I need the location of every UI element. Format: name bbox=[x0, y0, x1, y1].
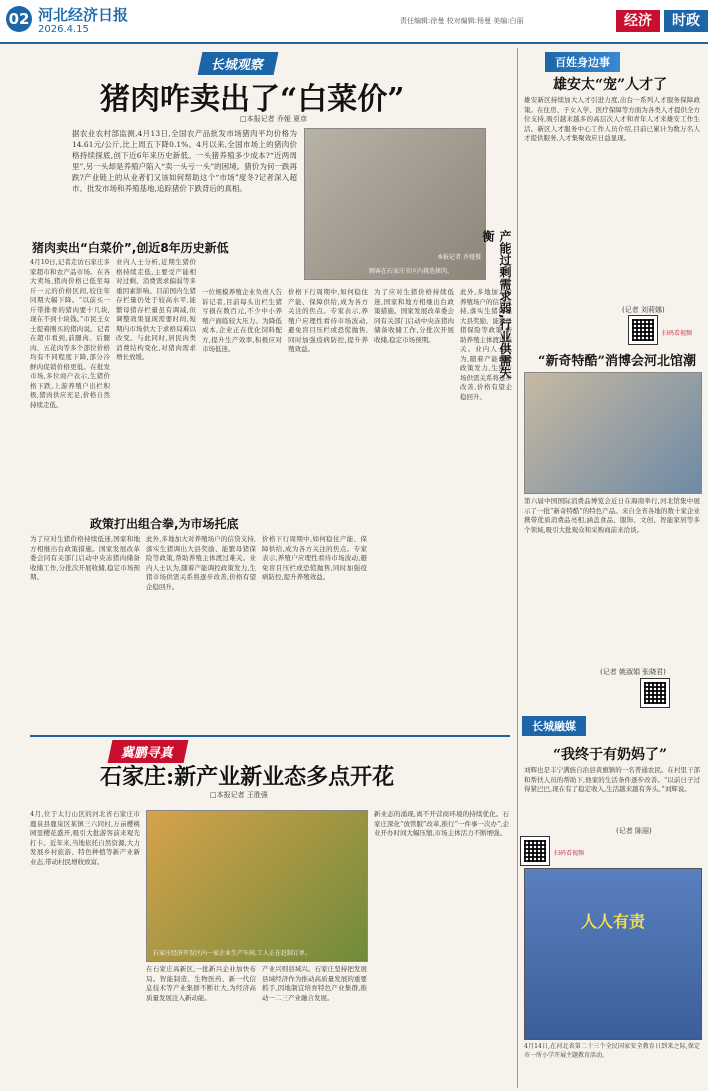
story2-photo-caption: 石家庄经济开发区内一家企业生产车间,工人正在赶制订单。 bbox=[153, 950, 311, 957]
qr-label-3: 扫码看视频 bbox=[554, 850, 585, 857]
right-author-1: (记者 刘莉娜) bbox=[622, 306, 665, 314]
right-text-3: 刘辉也是丰宁满族自治县黄旗镇的一名普通农民。在村里干部和帮扶人员的帮助下,他家的生活条件逐步改善。“以前日子过得紧巴巴,现在有了稳定收入,生活越来越有奔头。”刘辉说。 bbox=[524, 766, 700, 793]
right-photo-2 bbox=[524, 372, 702, 494]
right-photo-caption-3: 4月14日,在河北省第二十三个全民国家安全教育日到来之际,保定市一所小学开展主题教育活动。 bbox=[524, 1043, 700, 1059]
lead-col-5: 为了应对生猪价格持续低迷,国家和地方相继出台政策措施。国家发展改革委会同有关部门启动中央冻猪肉储备收储工作,分批次开展收储,稳定市场预期。 bbox=[374, 288, 454, 344]
lead-subhead-2: 政策打出组合拳,为市场托底 bbox=[90, 517, 239, 531]
story2-col-2: 在石家庄高新区,一批新兴企业加快布局。智能制造、生物医药、新一代信息技术等产业集群不断壮大,为经济高质量发展注入新动能。 bbox=[146, 965, 256, 1002]
right-text-1: 雄安新区持续加大人才引进力度,出台一系列人才服务保障政策。在住房、子女入学、医疗保障等方面为各类人才提供全方位支持,吸引越来越多的高层次人才和青年人才来雄安工作生活。新区人才服务中心工作人员介绍,目前已累计为数万名人才提供服务,人才集聚效应日益显现。 bbox=[524, 96, 700, 142]
lead-col-6: 此外,多地加大对养殖场户的信贷支持,落实生猪调出大县奖励、能繁母猪保险等政策,帮助养殖主体渡过难关。业内人士认为,随着产能调控政策发力,生猪市场供需关系将逐步改善,价格有望企稳回升。 bbox=[460, 288, 512, 401]
lead-col-7: 为了应对生猪价格持续低迷,国家和地方相继出台政策措施。国家发展改革委会同有关部门启动中央冻猪肉储备收储工作,分批次开展收储,稳定市场预期。 bbox=[30, 535, 140, 581]
page-header bbox=[0, 0, 708, 44]
right-column-divider bbox=[517, 48, 518, 1088]
editors-line: 责任编辑:徐曼 校对编辑:杨曼 美编:白丽 bbox=[400, 17, 524, 25]
lead-col-4: 价格下行周期中,如何稳住产能、保障供给,成为各方关注的焦点。专家表示,养殖户应理性看待市场波动,避免盲目压栏或恐慌抛售,同时加强疫病防控,提升养殖效益。 bbox=[288, 288, 368, 353]
story2-kicker: 冀鹏寻真 bbox=[108, 740, 189, 763]
qr-code-1[interactable] bbox=[628, 315, 658, 345]
lead-headline: 猪肉咋卖出了“白菜价” bbox=[100, 82, 405, 117]
lead-byline: □本报记者 乔娅 夏彦 bbox=[240, 115, 308, 123]
section-tab-economy[interactable]: 经济 bbox=[616, 10, 660, 32]
right-text-2: 第六届中国国际消费品博览会近日在海南举行,河北馆集中展示了一批“新奇特酷”的特色产品。来自全省各地的数十家企业携带优质消费品亮相,涵盖食品、服饰、文创、智能家居等多个领域,吸引大批观众和采购商前来洽谈。 bbox=[524, 497, 700, 534]
right-headline-2: “新奇特酷”消博会河北馆潮 bbox=[538, 354, 696, 369]
section-tab-politics[interactable]: 时政 bbox=[664, 10, 708, 32]
right-photo-3 bbox=[524, 868, 702, 1040]
lead-photo bbox=[304, 128, 486, 280]
lead-intro: 据农业农村部监测,4月13日,全国农产品批发市场猪肉平均价格为14.61元/公斤,比上周五下降0.1%。4月以来,全国市场上的猪肉价格持续探底,创下近6年来历史新低。一头猪养殖多少成本?“近两周里”,另一头却是养殖户陷入“卖一头亏一头”的困境。猪价为何一跌再跌?产业链上的从业者们又该如何帮助这个“市场”度冬?记者深入超市、批发市场和养殖基地,追踪猪价下跌背后的真相。 bbox=[72, 129, 297, 193]
paper-name: 河北经济日报 bbox=[38, 6, 129, 24]
right-banner: 百姓身边事 bbox=[545, 52, 620, 72]
section-divider bbox=[30, 735, 510, 737]
lead-col-3: 一位规模养殖企业负责人告诉记者,目前每头出栏生猪亏损在数百元,不少中小养殖户面临较大压力。为降低成本,企业正在优化饲料配方,提升生产效率,积极应对市场低迷。 bbox=[202, 288, 282, 353]
lead-subhead-1: 猪肉卖出“白菜价”,创近8年历史新低 bbox=[32, 241, 229, 255]
right-headline-3: “我终于有奶妈了” bbox=[553, 747, 668, 763]
photo-banner-text: 人人有责 bbox=[580, 912, 645, 931]
qr-code-3[interactable] bbox=[520, 836, 550, 866]
qr-label-1: 扫码看视频 bbox=[662, 330, 693, 337]
lead-col-8: 此外,多地加大对养殖场户的信贷支持,落实生猪调出大县奖励、能繁母猪保险等政策,帮助养殖主体渡过难关。业内人士认为,随着产能调控政策发力,生猪市场供需关系将逐步改善,价格有望企稳回升。 bbox=[146, 535, 256, 591]
lead-col-9: 价格下行周期中,如何稳住产能、保障供给,成为各方关注的焦点。专家表示,养殖户应理性看待市场波动,避免盲目压栏或恐慌抛售,同时加强疫病防控,提升养殖效益。 bbox=[262, 535, 367, 581]
page-number: 02 bbox=[6, 6, 32, 32]
lead-photo-credit: 本报记者 乔娅摄 bbox=[437, 254, 481, 261]
story2-byline: □本报记者 王胜强 bbox=[210, 791, 268, 799]
lead-col-2: 业内人士分析,近期生猪价格持续走低,主要受产能相对过剩、消费需求偏弱等多重因素影响。目前国内生猪存栏量仍处于较高水平,能繁母猪存栏量虽有调减,但调整效果显现需要时间,短期内市场供大于求格局难以改变。与此同时,居民肉类消费结构变化,对猪肉需求增长放缓。 bbox=[116, 258, 196, 361]
right-author-2: (记者 姚淑娟 张晓君) bbox=[600, 668, 666, 676]
lead-col-1: 4月10日,记者走访石家庄多家超市和农产品市场。在各大卖场,猪肉价格已低至每斤一元的价格区间,较往年同期大幅下降。“以前买一斤带排骨的猪肉要十几块,现在不到十块钱。”市民王女士提着刚买的猪肉说。记者在超市看到,前腿肉、后腿肉、五花肉等多个部位价格均有不同程度下降,部分冷鲜肉促销价格更低。在批发市场,多位商户表示,生猪价格下跌,上游养殖户出栏积极,猪肉供应充足,价格自然持续走低。 bbox=[30, 258, 110, 409]
lead-kicker: 长城观察 bbox=[198, 52, 279, 75]
story2-headline: 石家庄:新产业新业态多点开花 bbox=[100, 764, 395, 790]
story2-photo bbox=[146, 810, 368, 962]
paper-date: 2026.4.15 bbox=[38, 24, 89, 35]
story2-col-4: 新业态的涌现,离不开营商环境的持续优化。石家庄深化“放管服”改革,推行“一件事一次办”,企业开办时间大幅压缩,市场主体活力不断增强。 bbox=[374, 810, 509, 837]
right-kicker-3: 长城融媒 bbox=[522, 716, 586, 736]
lead-photo-caption: 顾客在石家庄市区内挑选猪肉。 bbox=[369, 268, 454, 275]
right-headline-1: 雄安太“宠”人才了 bbox=[553, 77, 668, 93]
lead-side-title: 产能过剩需求弱,行业供需失衡 bbox=[481, 230, 512, 379]
qr-code-2[interactable] bbox=[640, 678, 670, 708]
story2-col-1: 4月,位于太行山区的河北省石家庄市鹿泉县鹿泉区某镇三六同村,万亩樱桃园里樱花盛开,吸引大批游客前来观光打卡。近年来,当地依托自然资源,大力发展乡村旅游、特色种植等新产业新业态,带动村民增收致富。 bbox=[30, 810, 140, 866]
right-author-3: (记者 陈丽) bbox=[616, 827, 652, 835]
story2-col-3: 产业兴则县域兴。石家庄坚持把发展县域经济作为推动高质量发展的重要抓手,因地制宜培育特色产业集群,推动一二三产业融合发展。 bbox=[262, 965, 367, 1002]
